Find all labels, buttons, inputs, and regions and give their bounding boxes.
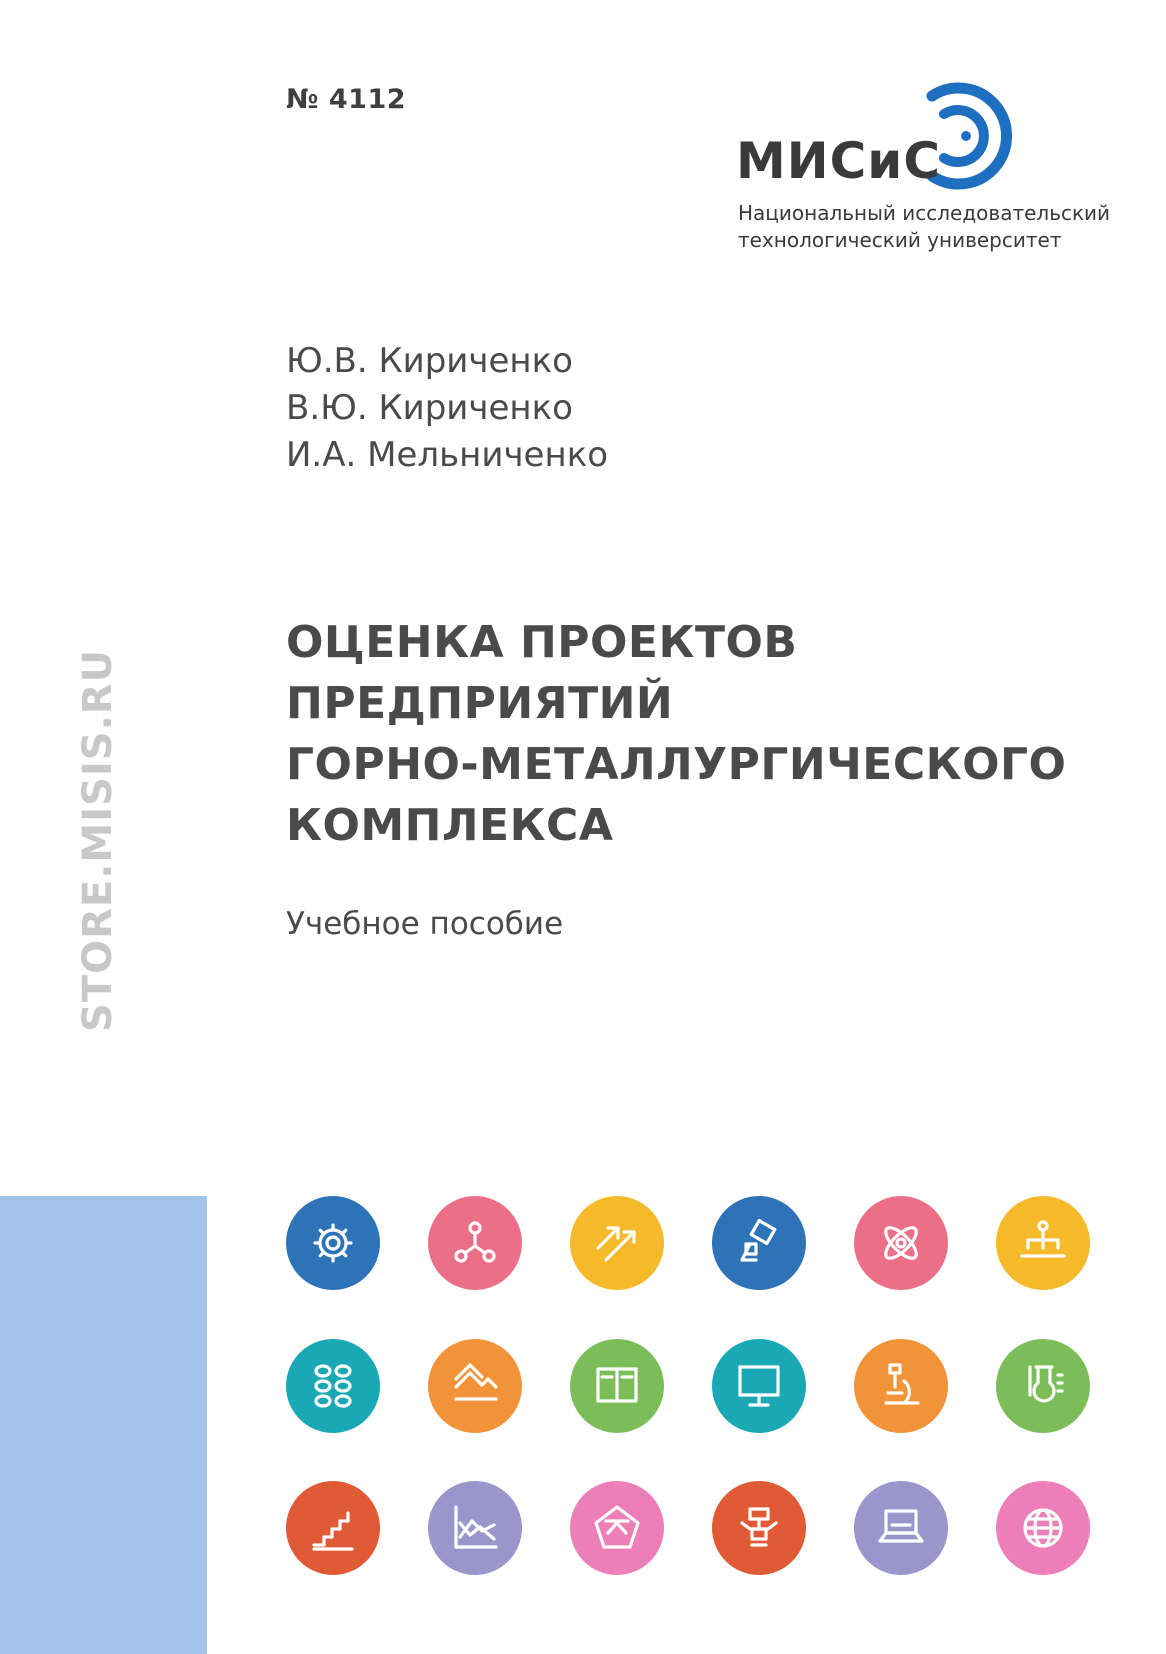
book-subtitle: Учебное пособие bbox=[286, 906, 564, 942]
globe-icon bbox=[996, 1481, 1090, 1575]
mountain-icon bbox=[428, 1339, 522, 1433]
gear-icon bbox=[286, 1196, 380, 1290]
book-icon bbox=[570, 1339, 664, 1433]
author-1: Ю.В. Кириченко bbox=[286, 341, 573, 381]
blue-strip bbox=[0, 1196, 207, 1654]
side-url: STORE.MISIS.RU bbox=[75, 648, 121, 1032]
logo-text: МИСиС bbox=[736, 132, 942, 190]
nodes-icon bbox=[428, 1196, 522, 1290]
microscope-icon bbox=[854, 1339, 948, 1433]
university-name bbox=[738, 200, 1110, 254]
atom-icon bbox=[854, 1196, 948, 1290]
monitor-icon bbox=[712, 1339, 806, 1433]
bucket-icon bbox=[712, 1196, 806, 1290]
arrows-icon bbox=[570, 1196, 664, 1290]
author-3: И.А. Мельниченко bbox=[286, 435, 609, 475]
catalog-number: № 4112 bbox=[286, 84, 407, 115]
flask-icon bbox=[996, 1339, 1090, 1433]
title-line-3: ГОРНО-МЕТАЛЛУРГИЧЕСКОГО bbox=[286, 739, 1067, 790]
pentagon-icon bbox=[570, 1481, 664, 1575]
university-line-1: Национальный исследовательский bbox=[738, 201, 1111, 225]
laptop-icon bbox=[854, 1481, 948, 1575]
book-title bbox=[286, 612, 1066, 856]
author-2: В.Ю. Кириченко bbox=[286, 388, 573, 428]
stairs-icon bbox=[286, 1481, 380, 1575]
title-line-1: ОЦЕНКА ПРОЕКТОВ bbox=[286, 617, 798, 668]
university-line-2: технологический университет bbox=[738, 228, 1062, 252]
hierarchy-icon bbox=[996, 1196, 1090, 1290]
chart-icon bbox=[428, 1481, 522, 1575]
dots-grid-icon bbox=[286, 1339, 380, 1433]
robot-icon bbox=[712, 1481, 806, 1575]
title-line-2: ПРЕДПРИЯТИЙ bbox=[286, 678, 674, 729]
title-line-4: КОМПЛЕКСА bbox=[286, 800, 614, 851]
